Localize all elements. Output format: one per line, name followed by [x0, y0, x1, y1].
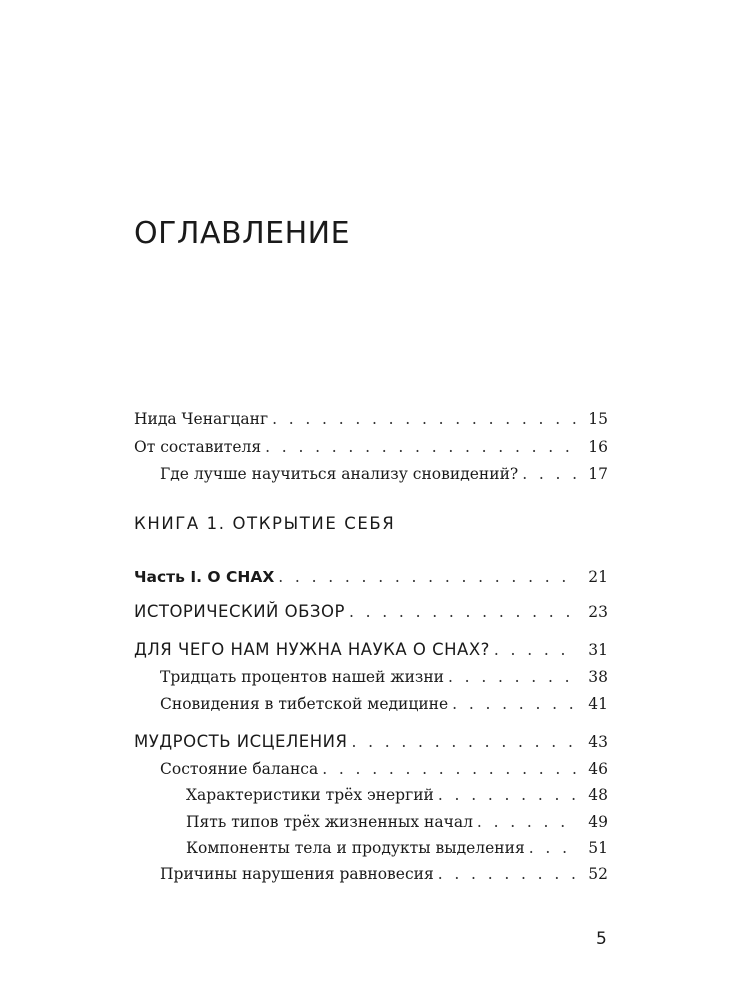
toc-page-number: 17	[588, 465, 608, 483]
toc-page-number: 51	[588, 839, 608, 857]
dot-leader	[477, 811, 578, 833]
dot-leader	[529, 837, 578, 859]
toc-entry	[160, 693, 608, 715]
toc-entry	[134, 731, 608, 753]
toc-entry	[134, 639, 608, 661]
toc-page-number: 16	[588, 438, 608, 456]
toc-entry-label: ИСТОРИЧЕСКИЙ ОБЗОР	[134, 602, 345, 621]
toc-entry-label: Пять типов трёх жизненных начал	[186, 813, 473, 831]
toc-page-number: 21	[588, 568, 608, 586]
dot-leader	[278, 566, 578, 588]
toc-entry	[160, 758, 608, 780]
toc-entry-label: Сновидения в тибетской медицине	[160, 695, 449, 713]
toc-entry-label: Тридцать процентов нашей жизни	[160, 668, 445, 686]
toc-page-number: 38	[588, 668, 608, 686]
toc-entry	[186, 837, 608, 859]
toc-entry-label: Характеристики трёх энергий	[186, 786, 434, 804]
toc-page-number: 48	[588, 786, 608, 804]
dot-leader	[494, 639, 578, 661]
toc-entry-label: МУДРОСТЬ ИСЦЕЛЕНИЯ	[134, 732, 348, 751]
dot-leader	[322, 758, 578, 780]
toc-entry-label: Часть I. О СНАХ	[134, 568, 275, 586]
toc-entry	[134, 601, 608, 623]
page-title: ОГЛАВЛЕНИЕ	[134, 216, 351, 251]
toc-entry	[186, 811, 608, 833]
toc-entry-label: Нида Ченагцанг	[134, 410, 269, 428]
toc-page-number: 31	[588, 641, 608, 659]
toc-page-number: 46	[588, 760, 608, 778]
toc-page-number: 52	[588, 865, 608, 883]
toc-page-number: 43	[588, 733, 608, 751]
dot-leader	[351, 731, 578, 753]
toc-entry	[134, 566, 608, 588]
toc-page-number: 23	[588, 603, 608, 621]
toc-entry	[134, 408, 608, 430]
dot-leader	[452, 693, 578, 715]
toc-entry-label: ДЛЯ ЧЕГО НАМ НУЖНА НАУКА О СНАХ?	[134, 640, 490, 659]
toc-entry-label: Компоненты тела и продукты выделения	[186, 839, 525, 857]
toc-entry-label: Состояние баланса	[160, 760, 319, 778]
toc-entry-label: От составителя	[134, 438, 262, 456]
dot-leader	[349, 601, 578, 623]
toc-entry	[160, 666, 608, 688]
toc-page-number: 49	[588, 813, 608, 831]
dot-leader	[448, 666, 578, 688]
dot-leader	[438, 863, 578, 885]
dot-leader	[272, 408, 578, 430]
dot-leader	[522, 463, 578, 485]
toc-page-number: 15	[588, 410, 608, 428]
book-heading: КНИГА 1. ОТКРЫТИЕ СЕБЯ	[134, 514, 396, 533]
toc-entry	[186, 784, 608, 806]
dot-leader	[438, 784, 578, 806]
toc-entry	[134, 436, 608, 458]
page-number: 5	[596, 929, 607, 949]
toc-entry	[160, 463, 608, 485]
toc-page-number: 41	[588, 695, 608, 713]
toc-entry-label: Где лучше научиться анализу сновидений?	[160, 465, 519, 483]
dot-leader	[265, 436, 578, 458]
toc-entry	[160, 863, 608, 885]
toc-entry-label: Причины нарушения равновесия	[160, 865, 434, 883]
